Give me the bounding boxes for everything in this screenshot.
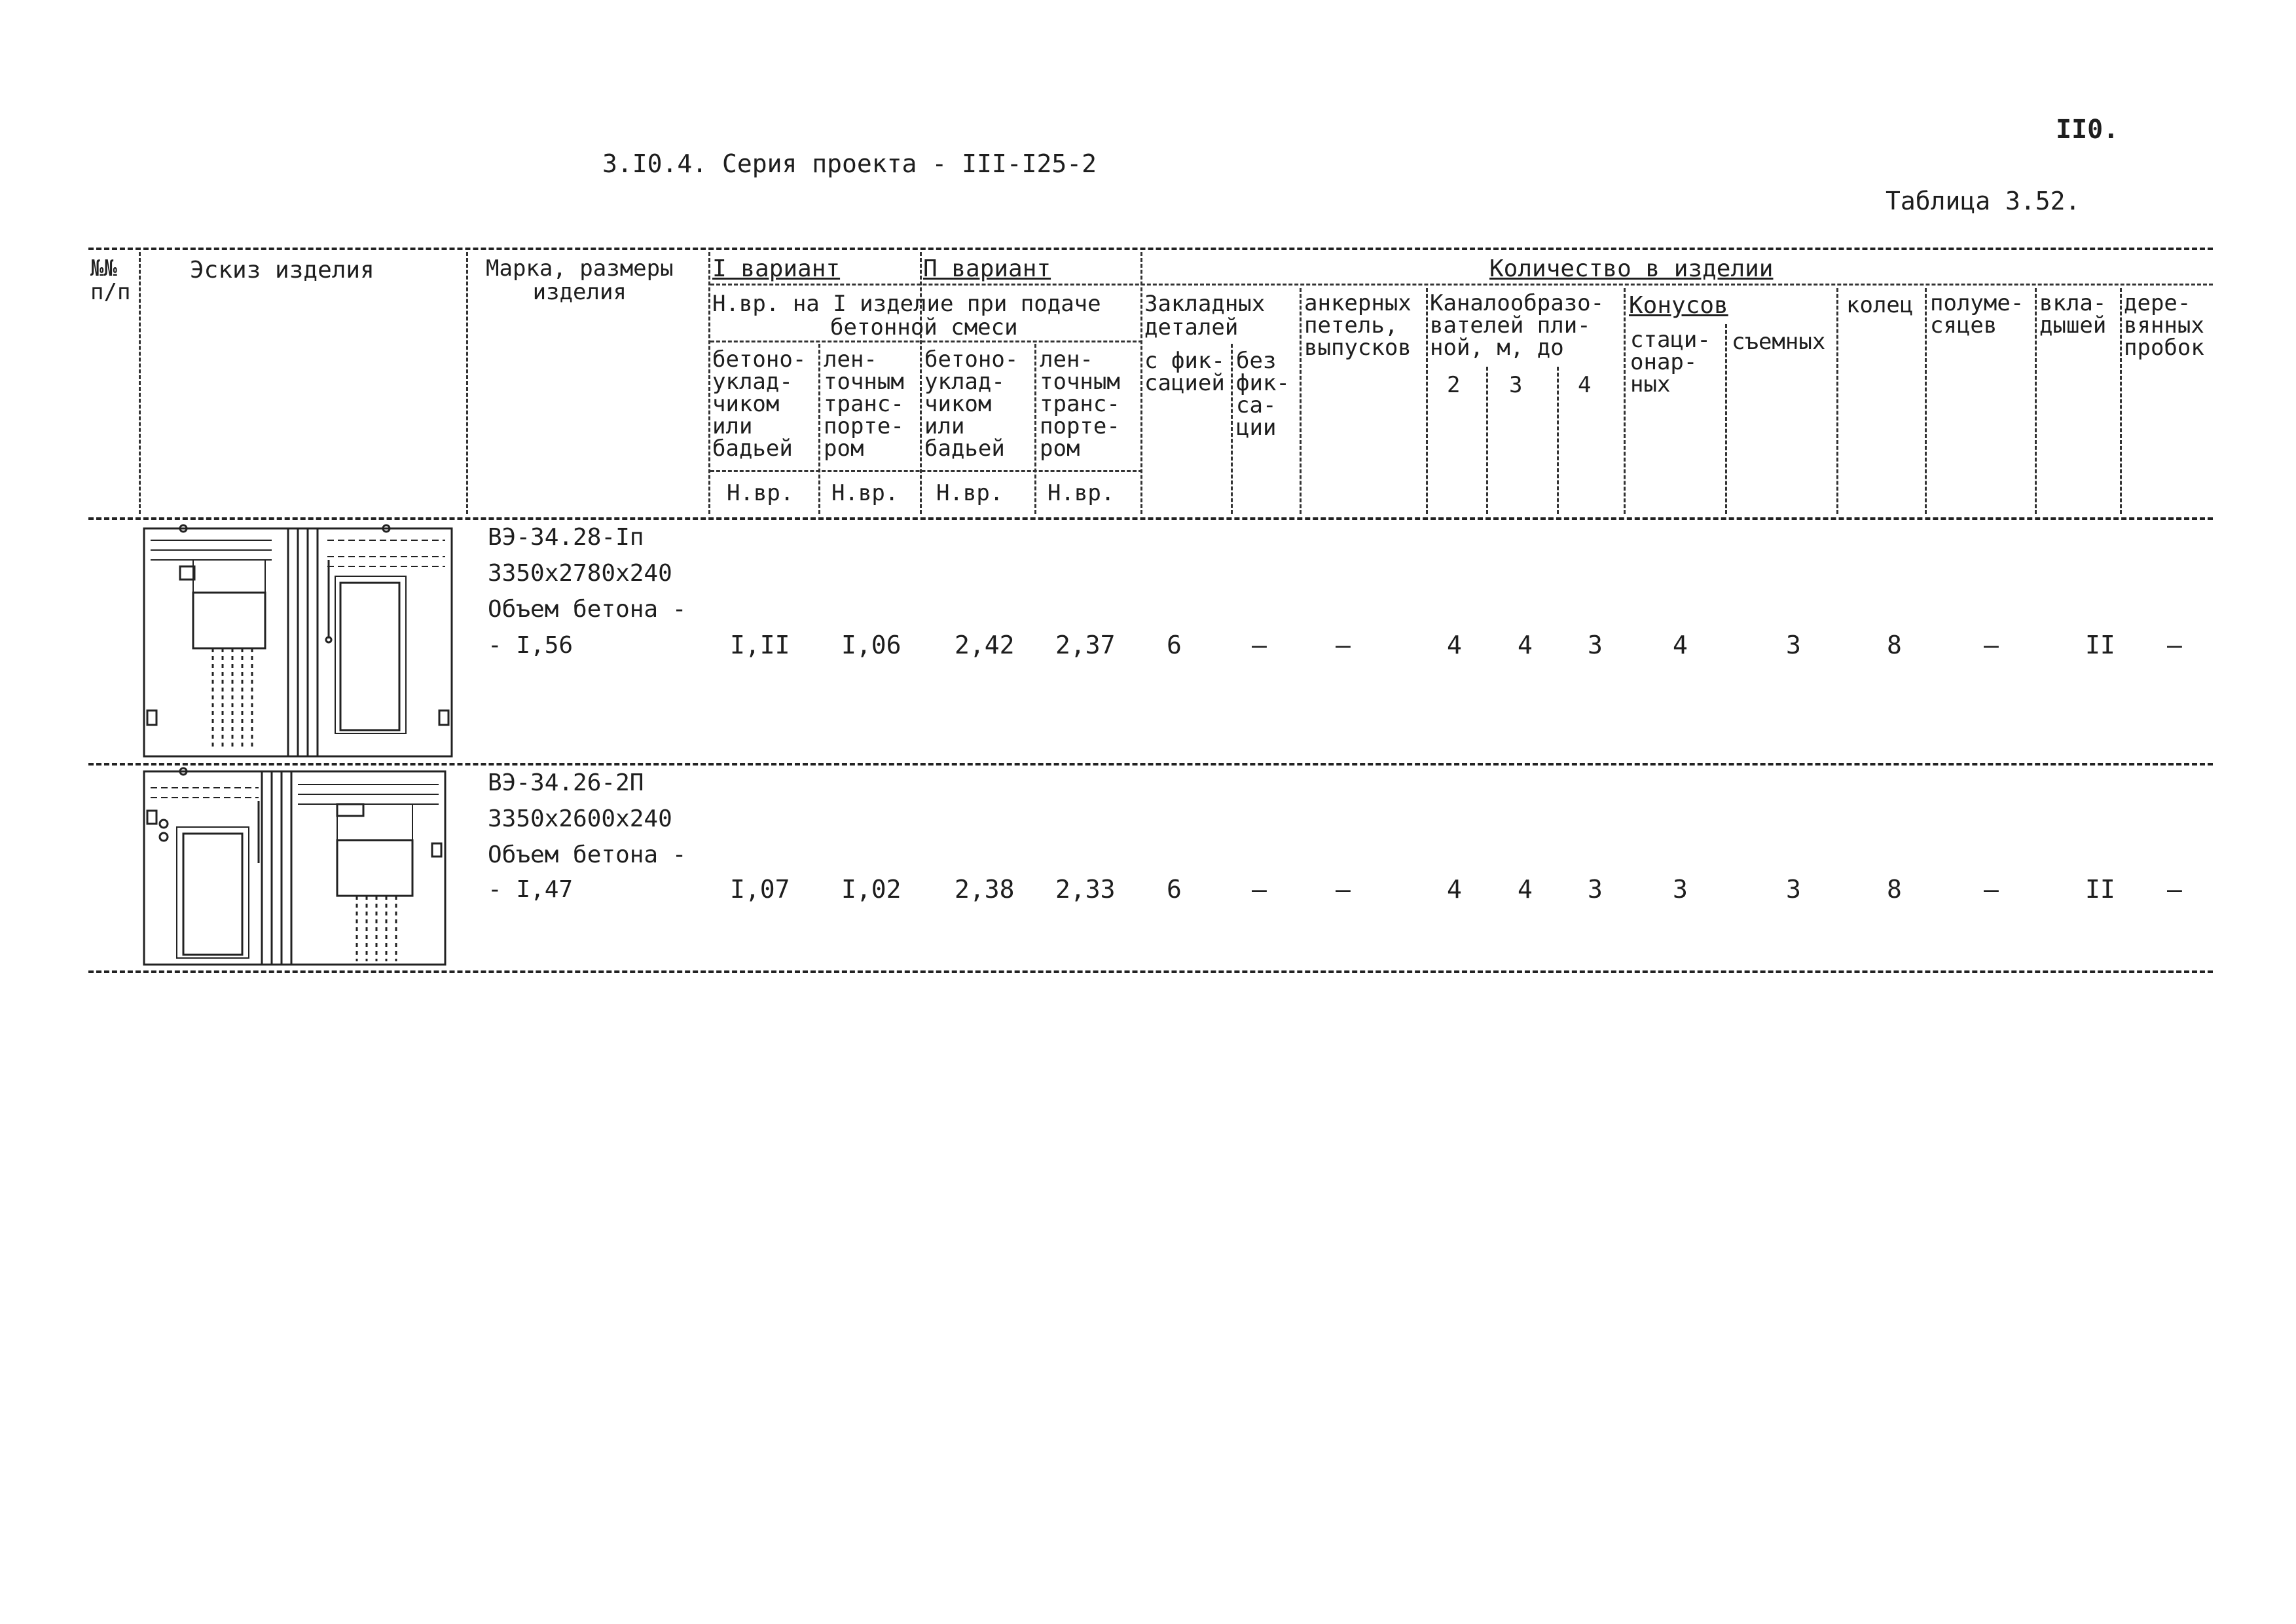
variant-rule	[710, 284, 2213, 286]
col-divider	[1486, 367, 1488, 514]
row2-rings: 8	[1887, 875, 1902, 904]
col-divider	[1925, 288, 1927, 514]
row1-plugs: –	[2167, 631, 2182, 659]
wall-panel-sketch-2	[141, 765, 462, 968]
row2-anchor: –	[1336, 875, 1351, 904]
row2-volume: - I,47	[488, 876, 574, 903]
row1-ch4: 3	[1588, 631, 1603, 659]
header-num: №№ п/п	[90, 255, 131, 305]
row1-rings: 8	[1887, 631, 1902, 659]
section-title: 3.I0.4. Серия проекта - III-I25-2	[602, 149, 1097, 178]
col-divider	[1034, 344, 1036, 514]
header-anchor: анкерных петель, выпусков	[1304, 290, 1412, 361]
row2-stat: 3	[1673, 875, 1688, 904]
header-nvr-4: Н.вр.	[1048, 480, 1115, 506]
row1-halfcyl: –	[1984, 631, 1999, 659]
header-bottom-rule	[88, 517, 2213, 520]
row1-fix: 6	[1167, 631, 1182, 659]
col-divider	[708, 252, 710, 514]
row2-nofix: –	[1252, 875, 1267, 904]
row2-volume-label: Объем бетона -	[488, 841, 687, 868]
col-divider	[1725, 324, 1727, 514]
row1-rem: 3	[1786, 631, 1801, 659]
header-sketch: Эскиз изделия	[190, 257, 374, 284]
header-quantity: Количество в изделии	[1489, 255, 1774, 282]
col-divider	[139, 252, 141, 514]
header-with-fix: с фик- сацией	[1144, 348, 1225, 396]
row2-plugs: –	[2167, 875, 2182, 904]
header-nvr-1: Н.вр.	[727, 480, 794, 506]
norm-rule	[710, 341, 1142, 342]
row1-inserts: II	[2085, 631, 2115, 659]
header-col-a: бетоно- уклад- чиком или бадьей	[712, 346, 807, 462]
header-col-d: лен- точным транс- порте- ром	[1040, 346, 1120, 462]
header-channel: Каналообразо- вателей пли- ной, м, до	[1430, 290, 1605, 361]
col-divider	[1836, 288, 1838, 514]
header-without-fix: без фик- са- ции	[1236, 348, 1290, 441]
header-cones: Конусов	[1629, 292, 1728, 319]
header-cones-rem: съемных	[1732, 329, 1826, 355]
table-top-rule	[88, 248, 2213, 250]
header-nvr-2: Н.вр.	[831, 480, 899, 506]
row2-v1a: I,07	[730, 875, 790, 904]
header-embedded: Закладных деталей	[1144, 291, 1266, 341]
header-variant1: I вариант	[712, 255, 841, 282]
row2-v2b: 2,33	[1055, 875, 1116, 904]
col-divider	[1426, 288, 1428, 514]
row1-ch2: 4	[1447, 631, 1462, 659]
header-mark: Марка, размеры изделия	[486, 255, 674, 305]
header-channel-3: 3	[1509, 372, 1523, 398]
header-inserts: вкла- дышей	[2039, 290, 2107, 339]
col-divider	[2035, 288, 2037, 514]
header-col-c: бетоно- уклад- чиком или бадьей	[924, 346, 1019, 462]
col-divider	[1300, 288, 1302, 514]
row1-mark: ВЭ-34.28-Iп	[488, 524, 644, 551]
row1-v2a: 2,42	[955, 631, 1015, 659]
col-divider	[1231, 344, 1233, 514]
row2-size: 3350х2600х240	[488, 805, 672, 832]
table-bottom-rule	[88, 970, 2213, 973]
header-cones-stat: стаци- онар- ных	[1630, 327, 1711, 397]
col-divider	[1557, 367, 1559, 514]
row1-volume: - I,56	[488, 632, 574, 659]
header-rings: колец	[1846, 292, 1914, 318]
page-number: II0.	[2056, 115, 2119, 145]
header-variant2: П вариант	[923, 255, 1051, 282]
col-divider	[1624, 288, 1626, 514]
row2-v2a: 2,38	[955, 875, 1015, 904]
header-halfcyl: полуме- сяцев	[1930, 290, 2024, 339]
header-nvr-3: Н.вр.	[936, 480, 1004, 506]
header-norm-caption: Н.вр. на I изделие при подаче бетонной смеси	[712, 291, 1101, 341]
row1-ch3: 4	[1518, 631, 1533, 659]
nvr-rule	[710, 470, 1142, 472]
row1-v1a: I,II	[730, 631, 790, 659]
row2-ch3: 4	[1518, 875, 1533, 904]
col-divider	[818, 344, 820, 514]
row2-inserts: II	[2085, 875, 2115, 904]
table-label: Таблица 3.52.	[1886, 187, 2081, 215]
row2-ch4: 3	[1588, 875, 1603, 904]
row1-v2b: 2,37	[1055, 631, 1116, 659]
col-divider	[2120, 288, 2122, 514]
header-channel-4: 4	[1578, 372, 1592, 398]
wall-panel-sketch-1	[141, 521, 462, 760]
row2-v1b: I,02	[841, 875, 902, 904]
row1-stat: 4	[1673, 631, 1688, 659]
row1-v1b: I,06	[841, 631, 902, 659]
header-plugs: дере- вянных пробок	[2124, 290, 2204, 361]
row1-volume-label: Объем бетона -	[488, 596, 687, 623]
row2-ch2: 4	[1447, 875, 1462, 904]
col-divider	[1140, 252, 1142, 514]
header-col-b: лен- точным транс- порте- ром	[824, 346, 904, 462]
row2-rem: 3	[1786, 875, 1801, 904]
row2-mark: ВЭ-34.26-2П	[488, 769, 644, 796]
col-divider	[466, 252, 468, 514]
row1-nofix: –	[1252, 631, 1267, 659]
row2-halfcyl: –	[1984, 875, 1999, 904]
row1-size: 3350х2780х240	[488, 560, 672, 587]
row2-fix: 6	[1167, 875, 1182, 904]
row1-anchor: –	[1336, 631, 1351, 659]
header-channel-2: 2	[1447, 372, 1461, 398]
